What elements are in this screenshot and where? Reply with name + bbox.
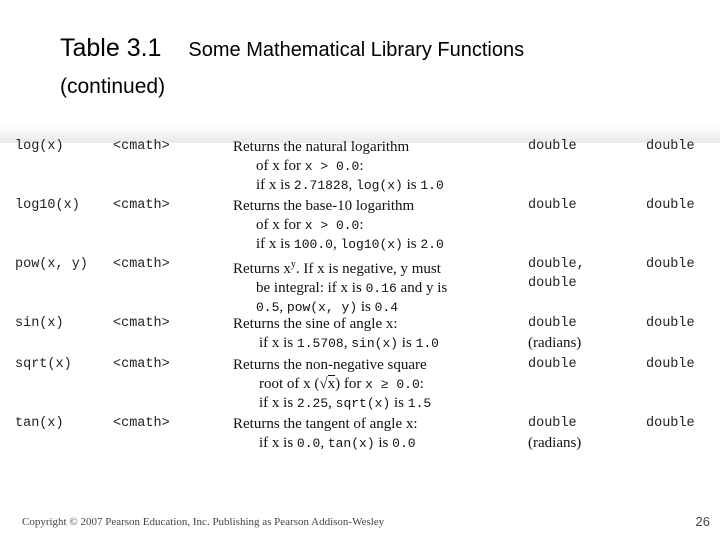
function-name: log10(x) (15, 198, 80, 213)
text: is (402, 236, 421, 252)
text: and y is (396, 279, 448, 296)
radical-sign: √ (319, 375, 328, 392)
description-line (233, 176, 444, 196)
text: if x is (256, 236, 294, 252)
text: , (320, 434, 328, 451)
text: , (279, 299, 287, 315)
description-line: Returns the sine of angle x: (233, 316, 398, 332)
function-description (233, 356, 431, 414)
code-text: 2.71828 (293, 178, 349, 193)
code-text: 0.16 (365, 280, 397, 296)
function-name: tan(x) (15, 416, 64, 431)
argument-type (528, 415, 581, 452)
text: of x for (256, 157, 305, 174)
code-text: 2.25 (296, 396, 329, 411)
text: if x is (259, 334, 297, 351)
code-text: x ≥ 0.0 (365, 376, 420, 392)
description-line (233, 334, 439, 354)
code-text: 2.0 (420, 237, 444, 252)
code-text: 1.5708 (296, 335, 344, 351)
code-text: log(x) (356, 178, 403, 193)
code-text: x > 0.0 (304, 158, 360, 174)
description-line (233, 157, 444, 177)
description-line: Returns the non-negative square (233, 357, 427, 373)
code-text: 100.0 (293, 237, 333, 252)
text: , (348, 177, 357, 193)
return-type: double (646, 257, 695, 272)
return-type: double (646, 357, 695, 372)
function-description (233, 315, 439, 353)
code-text: 1.0 (415, 335, 439, 351)
code-text: sqrt(x) (335, 396, 391, 411)
text: , (328, 395, 336, 411)
text: if x is (259, 434, 297, 451)
header-file: <cmath> (113, 416, 170, 431)
argument-type (528, 315, 581, 352)
return-type: double (646, 139, 695, 154)
return-type: double (646, 416, 695, 431)
code-text: log10(x) (340, 237, 403, 252)
code-text: 1.5 (407, 396, 432, 411)
text: . If x is negative, y must (295, 261, 441, 277)
argument-type-line: double (528, 316, 577, 331)
text: be integral: if x is (256, 279, 366, 296)
continued-label: (continued) (60, 75, 166, 98)
argument-type-line: (radians) (528, 334, 582, 351)
text: is (390, 395, 408, 411)
description-line (233, 394, 431, 414)
text: , (343, 334, 352, 351)
description-line (233, 235, 444, 255)
table-subtitle: Some Mathematical Library Functions (188, 39, 525, 61)
text: : (419, 375, 424, 392)
description-line: Returns the base-10 logarithm (233, 198, 415, 214)
code-text: pow(x, y) (286, 300, 358, 315)
code-text: 0.5 (256, 300, 280, 315)
function-name: sqrt(x) (15, 357, 72, 372)
code-text: 0.4 (374, 300, 399, 315)
header-file: <cmath> (113, 316, 170, 331)
description-line: Returns the tangent of angle x: (233, 416, 418, 432)
description-line (233, 216, 444, 236)
header-file: <cmath> (113, 257, 170, 272)
argument-type: double (528, 357, 577, 372)
text: root of x ( (259, 375, 320, 392)
code-text: sin(x) (351, 335, 399, 351)
page-number: 26 (695, 514, 710, 529)
argument-type-line: (radians) (528, 434, 582, 451)
function-name: log(x) (15, 139, 64, 154)
argument-type (528, 256, 585, 293)
function-description (233, 256, 447, 318)
text: : (359, 216, 364, 233)
description-line (233, 279, 447, 299)
text: of x for (256, 216, 305, 233)
text: if x is (259, 395, 297, 411)
header-file: <cmath> (113, 139, 170, 154)
text: if x is (256, 177, 294, 193)
code-text: 1.0 (420, 178, 444, 193)
argument-type: double (528, 198, 577, 213)
radicand: x (327, 375, 336, 392)
code-text: tan(x) (327, 435, 375, 451)
description-line: Returns the natural logarithm (233, 139, 410, 155)
description-line (233, 256, 447, 279)
copyright-footer: Copyright © 2007 Pearson Education, Inc. Publishing as Pearson Addison-Wesley (22, 516, 385, 528)
argument-type-line: double (528, 275, 577, 291)
argument-type-line: double, (528, 257, 585, 272)
argument-type-line: double (528, 416, 577, 431)
code-text: 0.0 (392, 435, 416, 451)
header-file: <cmath> (113, 198, 170, 213)
function-description (233, 197, 444, 255)
text: is (402, 177, 421, 193)
text: is (374, 434, 393, 451)
text: is (357, 299, 375, 315)
text: is (398, 334, 416, 351)
function-description (233, 415, 418, 453)
return-type: double (646, 198, 695, 213)
function-name: pow(x, y) (15, 257, 88, 272)
text: , (332, 236, 341, 252)
header-file: <cmath> (113, 357, 170, 372)
text: : (359, 157, 364, 174)
slide-title (60, 34, 524, 63)
function-name: sin(x) (15, 316, 64, 331)
text: ) for (335, 375, 366, 392)
table-label: Table 3.1 (60, 34, 162, 62)
code-text: 0.0 (296, 435, 321, 451)
code-text: x > 0.0 (304, 217, 360, 233)
superscript: y (290, 259, 296, 270)
description-line (233, 434, 418, 454)
description-line (233, 375, 431, 395)
text: Returns x (233, 261, 291, 277)
return-type: double (646, 316, 695, 331)
function-description (233, 138, 444, 196)
argument-type: double (528, 139, 577, 154)
